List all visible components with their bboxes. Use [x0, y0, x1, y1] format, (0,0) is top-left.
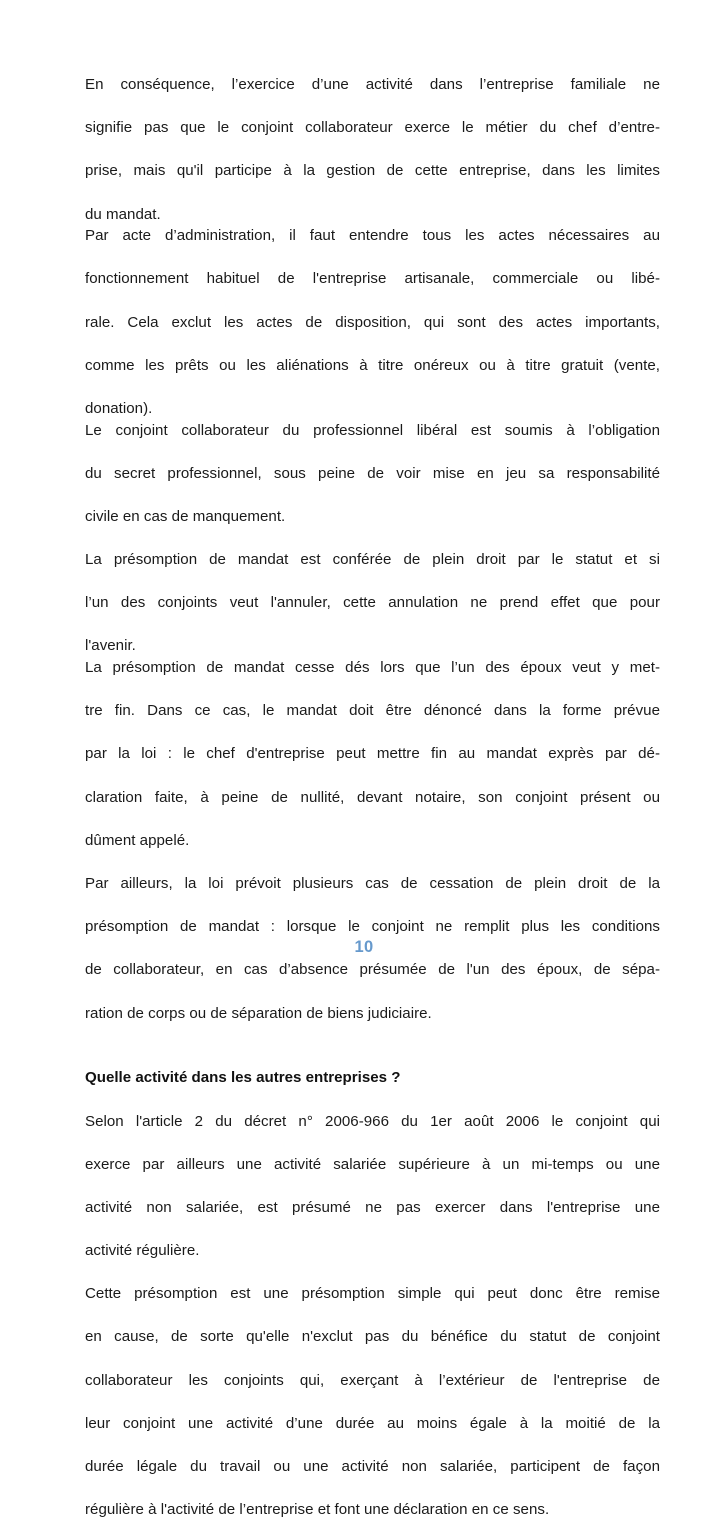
page-content [85, 74, 660, 1521]
text-line: par la loi : le chef d'entreprise peut mettre fin au mandat exprès par dé- [85, 745, 660, 763]
paragraph-gap-3 [85, 1024, 660, 1046]
text-line: durée légale du travail ou une activité non salariée, participent de façon [85, 1458, 660, 1475]
text-line: activité non salariée, est présumé ne pas exercer dans l'entreprise une [85, 1198, 660, 1216]
text-line: dûment appelé. [85, 831, 190, 849]
text-line: fonctionnement habituel de l'entreprise artisanale, commerciale ou libé- [85, 270, 660, 288]
text-line: collaborateur les conjoints qui, exerçant à l’extérieur de l'entreprise de [85, 1371, 660, 1389]
text-line: La présomption de mandat cesse dés lors que l’un des époux veut y met- [85, 659, 660, 677]
text-line: en cause, de sorte qu'elle n'exclut pas du bénéfice du statut de conjoint [85, 1328, 660, 1346]
text-line: leur conjoint une activité d’une durée au moins égale à la moitié de la [85, 1414, 660, 1432]
text-line: Le conjoint collaborateur du professionnel libéral est soumis à l’obligation [85, 421, 660, 439]
text-line: activité régulière. [85, 1242, 200, 1260]
text-line: l'avenir. [85, 637, 136, 655]
text-line: tre fin. Dans ce cas, le mandat doit être dénoncé dans la forme prévue [85, 702, 660, 720]
paragraph-article-2-decret [85, 1111, 660, 1262]
text-line: civile en cas de manquement. [85, 507, 286, 525]
text-line: l’un des conjoints veut l'annuler, cette annulation ne prend effet que pour [85, 594, 660, 612]
text-line: de collaborateur, en cas d’absence présumée de l'un des époux, de sépa- [85, 961, 660, 979]
text-line: prise, mais qu'il participe à la gestion de cette entreprise, dans les limites [85, 162, 660, 180]
text-line: Par acte d’administration, il faut entendre tous les actes nécessaires au [85, 227, 660, 245]
text-line: Selon l'article 2 du décret n° 2006-966 du 1er août 2006 le conjoint qui [85, 1112, 660, 1130]
text-line: signifie pas que le conjoint collaborateur exerce le métier du chef d’entre- [85, 119, 660, 137]
paragraph-gap-6 [85, 1262, 660, 1284]
text-line: En conséquence, l’exercice d’une activité dans l’entreprise familiale ne [85, 76, 660, 93]
text-line: La présomption de mandat est conférée de plein droit par le statut et si [85, 551, 660, 569]
text-line: du mandat. [85, 205, 161, 223]
paragraph-presomption-conferee [85, 549, 660, 657]
paragraph-secret-professionnel [85, 420, 660, 528]
paragraph-gap-4 [85, 1046, 660, 1068]
text-line: présomption de mandat : lorsque le conjoint ne remplit plus les conditions [85, 918, 660, 936]
paragraph-presomption-cesse [85, 657, 660, 851]
text-line: régulière à l'activité de l’entreprise et font une déclaration en ce sens. [85, 1501, 550, 1519]
text-line: Cette présomption est une présomption simple qui peut donc être remise [85, 1285, 660, 1303]
text-line: ration de corps ou de séparation de biens judiciaire. [85, 1004, 432, 1022]
page-number: 10 [354, 938, 374, 956]
text-line: du secret professionnel, sous peine de voir mise en jeu sa responsabilité [85, 464, 660, 482]
paragraph-presomption-simple [85, 1283, 660, 1521]
heading-autres-entreprises: Quelle activité dans les autres entreprises ? [85, 1069, 401, 1087]
paragraph-consequence [85, 74, 660, 225]
text-line: donation). [85, 399, 153, 417]
text-line: exerce par ailleurs une activité salariée supérieure à un mi-temps ou une [85, 1155, 660, 1173]
text-line: claration faite, à peine de nullité, devant notaire, son conjoint présent ou [85, 788, 660, 806]
text-line: rale. Cela exclut les actes de disposition, qui sont des actes importants, [85, 313, 660, 331]
text-line: Par ailleurs, la loi prévoit plusieurs cas de cessation de plein droit de la [85, 874, 660, 892]
paragraph-gap-2 [85, 851, 660, 873]
paragraph-acte-administration [85, 225, 660, 419]
paragraph-gap-5 [85, 1089, 660, 1111]
paragraph-gap-1 [85, 527, 660, 549]
text-line: comme les prêts ou les aliénations à titre onéreux ou à titre gratuit (vente, [85, 356, 660, 374]
